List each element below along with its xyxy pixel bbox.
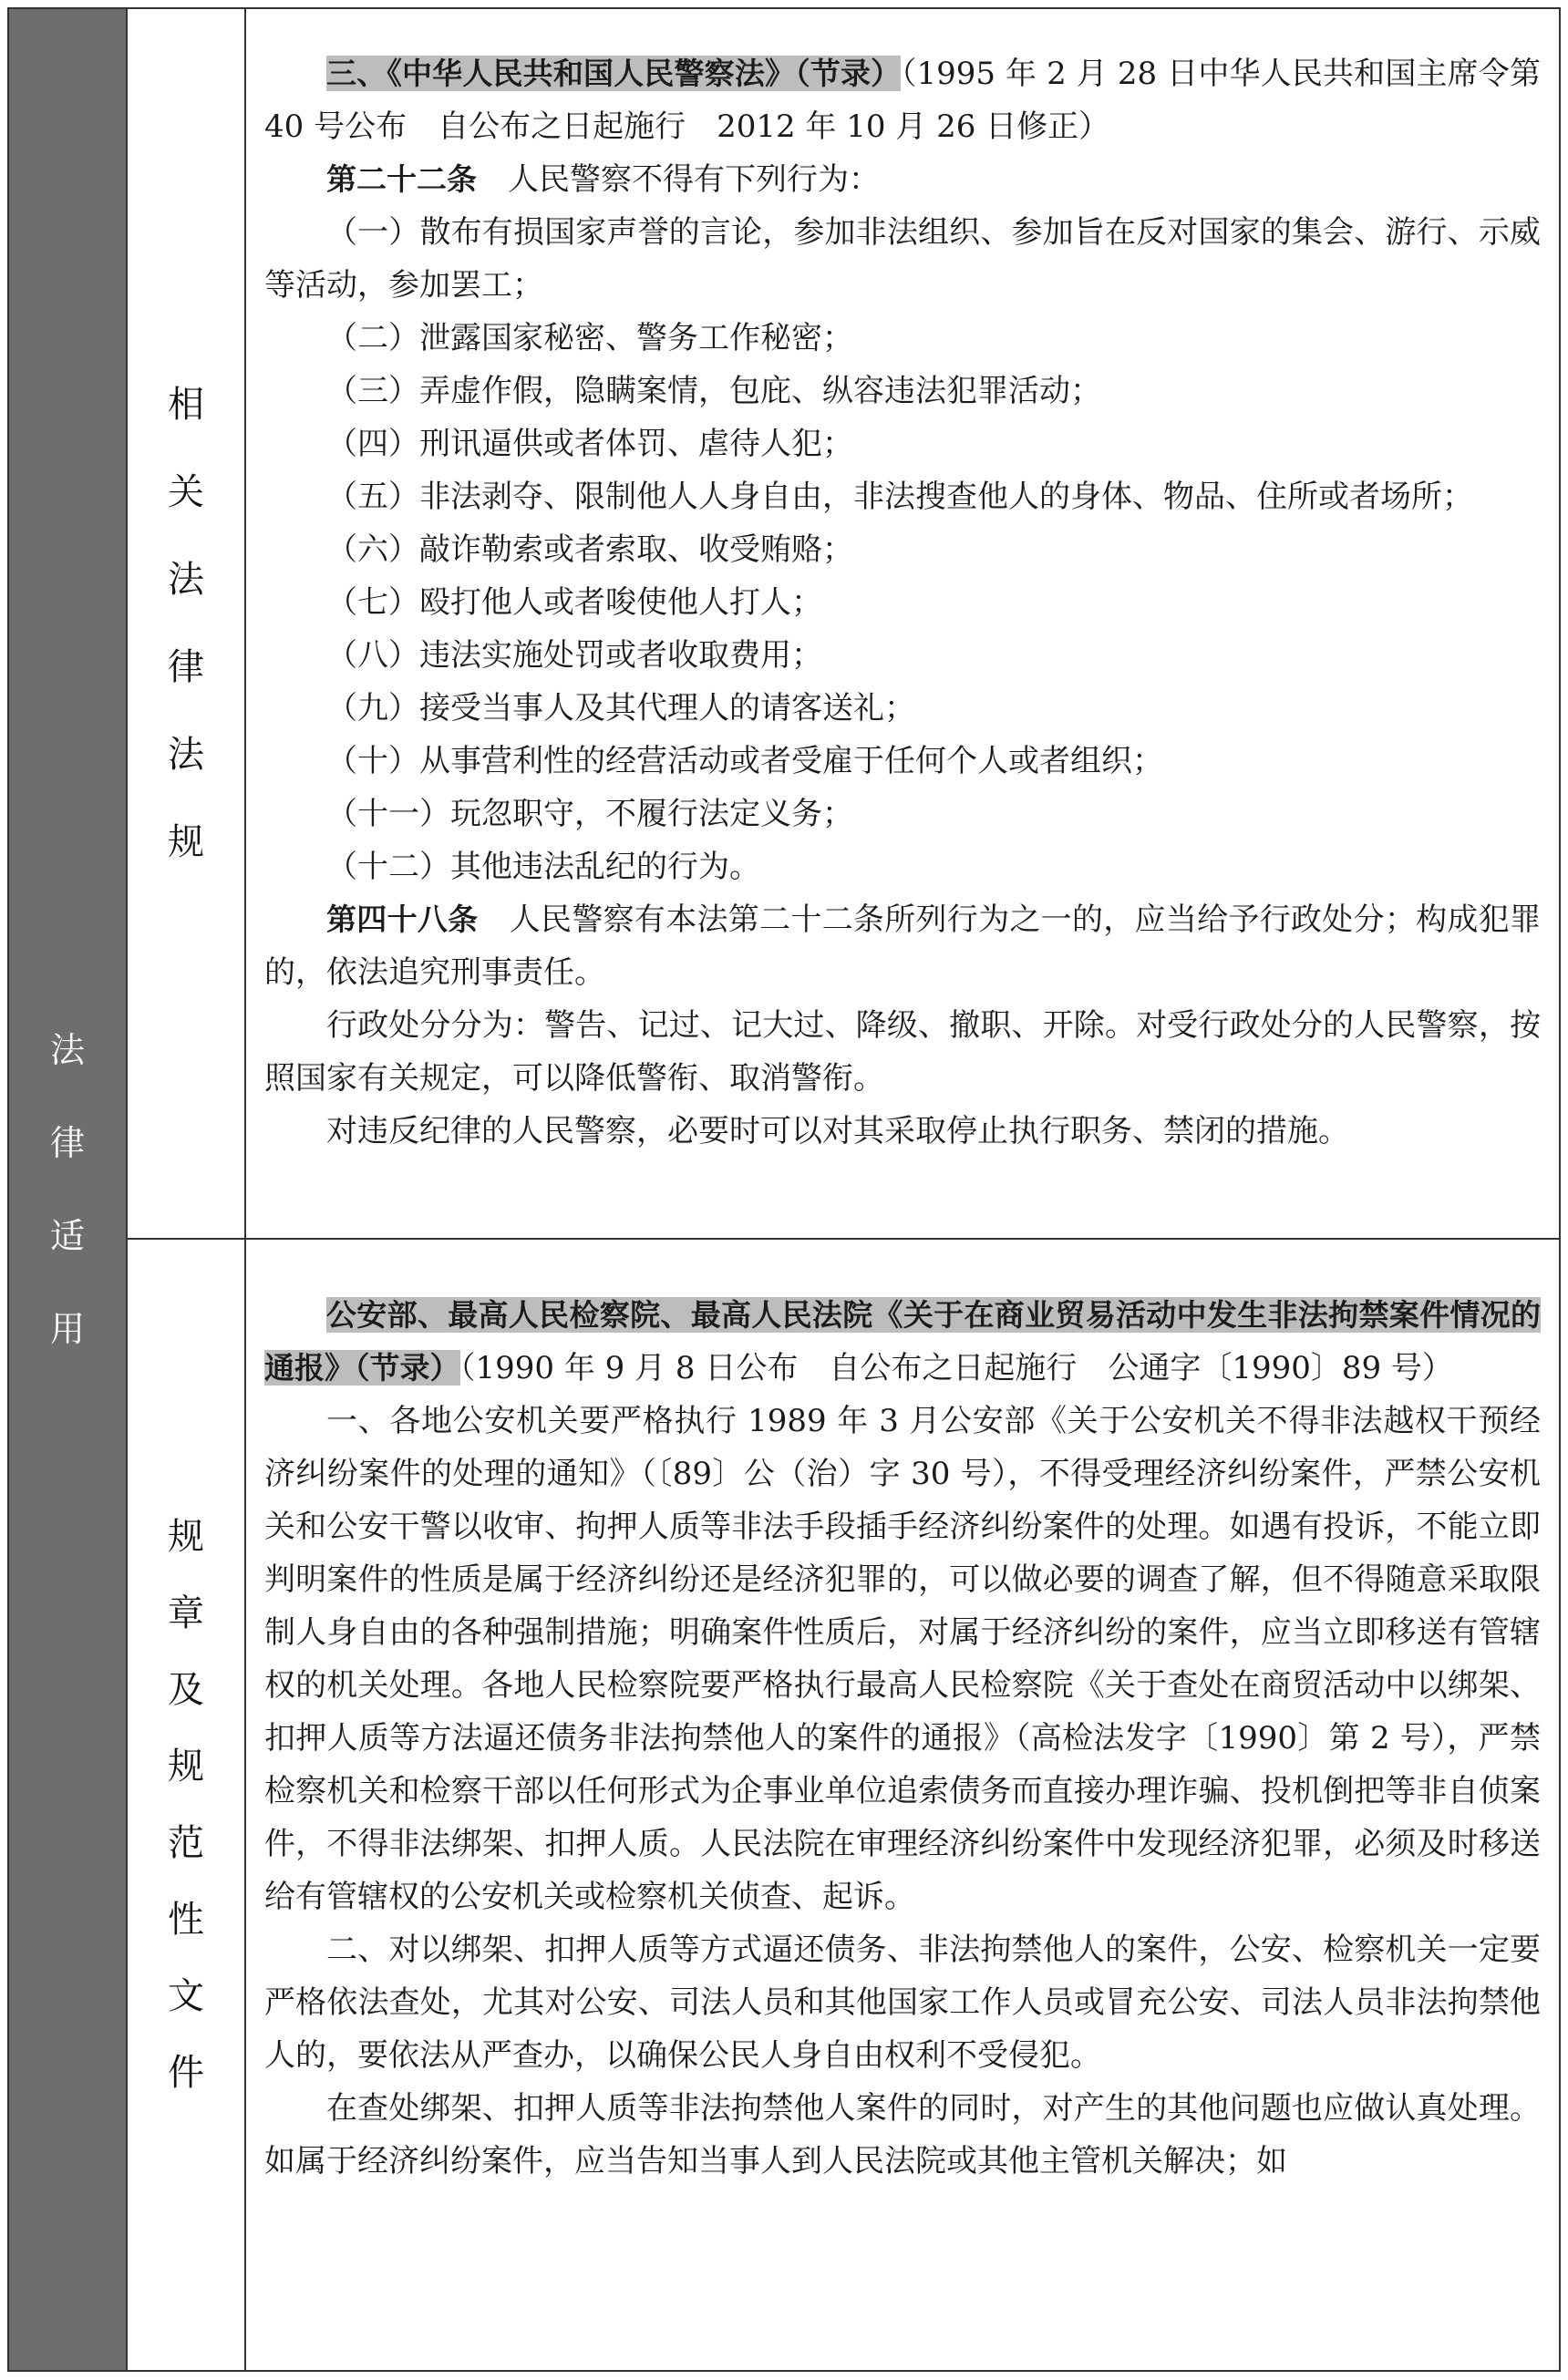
- label-char: 相: [168, 384, 204, 426]
- article-48-text: 人民警察有本法第二十二条所列行为之一的，应当给予行政处分；构成犯罪的，依法追究刑事责任。: [264, 902, 1542, 991]
- related-laws-row: [128, 9, 1559, 1240]
- law-heading-title: 三、《中华人民共和国人民警察法》（节录）: [326, 56, 902, 91]
- article-22-title: 第二十二条: [326, 161, 477, 197]
- article-48: [264, 893, 1541, 999]
- regulation-heading-info: （1990 年 9 月 8 日公布 自公布之日起施行 公通字〔1990〕89 号）: [459, 1350, 1453, 1386]
- category-char: 法: [49, 1030, 85, 1070]
- label-char: 法: [168, 734, 204, 776]
- list-item: （五）非法剥夺、限制他人人身自由，非法搜查他人的身体、物品、住所或者场所；: [326, 479, 1473, 515]
- list-item: （二）泄露国家秘密、警务工作秘密；: [326, 320, 853, 356]
- list-item: （十）从事营利性的经营活动或者受雇于任何个人或者组织；: [326, 743, 1163, 779]
- list-item: （十一）玩忽职守，不履行法定义务；: [326, 796, 853, 832]
- label-char: 规: [168, 1746, 204, 1788]
- list-item: （三）弄虚作假，隐瞒案情，包庇、纵容违法犯罪活动；: [326, 373, 1101, 409]
- label-char: 性: [168, 1899, 204, 1941]
- label-char: 章: [168, 1592, 204, 1634]
- regulation-heading-title: 公安部、最高人民检察院、最高人民法院《关于在商业贸易活动中发生非法拘禁案件情况的通报》（节录）: [264, 1297, 1541, 1386]
- label-char: 法: [168, 559, 204, 601]
- label-char: 件: [168, 2052, 204, 2094]
- regulation-heading: [264, 1289, 1541, 1395]
- category-column: [9, 9, 128, 2370]
- paragraph: 二、对以绑架、扣押人质等方式逼还债务、非法拘禁他人的案件，公安、检察机关一定要严格依法查处，尤其对公安、司法人员和其他国家工作人员或冒充公安、司法人员非法拘禁他人的，要依法从严查办，以确保公民人身自由权利不受侵犯。: [264, 1932, 1541, 2074]
- related-laws-content: [246, 9, 1559, 1238]
- label-char: 关: [168, 471, 204, 513]
- label-char: 规: [168, 821, 204, 863]
- paragraph: 行政处分分为：警告、记过、记大过、降级、撤职、开除。对受行政处分的人民警察，按照国家有关规定，可以降低警衔、取消警衔。: [264, 1007, 1541, 1097]
- category-char: 用: [49, 1309, 85, 1349]
- article-48-title: 第四十八条: [326, 902, 479, 937]
- label-char: 规: [168, 1516, 204, 1558]
- category-char: 适: [49, 1216, 85, 1256]
- list-item: （六）敲诈勒索或者索取、收受贿赂；: [326, 531, 853, 568]
- category-char: 律: [49, 1123, 85, 1163]
- label-char: 律: [168, 646, 204, 688]
- law-heading: [264, 47, 1541, 153]
- article-22: [264, 153, 1541, 206]
- label-char: 范: [168, 1822, 204, 1864]
- list-item: （八）违法实施处罚或者收取费用；: [326, 637, 822, 674]
- regulations-content: [246, 1240, 1559, 2370]
- law-heading-info: （1995 年 2 月 28 日中华人民共和国主席令第 40 号公布 自公布之日起施行 2012 年 10 月 26 日修正）: [264, 56, 1542, 145]
- law-table: [7, 7, 1561, 2372]
- label-char: 文: [168, 1975, 204, 2017]
- list-item: （四）刑讯逼供或者体罚、虐待人犯；: [326, 426, 853, 462]
- paragraph: 在查处绑架、扣押人质等非法拘禁他人案件的同时，对产生的其他问题也应做认真处理。如属于经济纠纷案件，应当告知当事人到人民法院或其他主管机关解决；如: [264, 2090, 1541, 2179]
- list-item: （一）散布有损国家声誉的言论，参加非法组织、参加旨在反对国家的集会、游行、示威等活动，参加罢工；: [264, 214, 1541, 304]
- label-char: 及: [168, 1669, 204, 1711]
- list-item: （七）殴打他人或者唆使他人打人；: [326, 584, 822, 621]
- regulations-row: [128, 1240, 1559, 2370]
- article-22-text: 人民警察不得有下列行为：: [477, 161, 880, 198]
- paragraph: 一、各地公安机关要严格执行 1989 年 3 月公安部《关于公安机关不得非法越权干预经济纠纷案件的处理的通知》（〔89〕公（治）字 30 号），不得受理经济纠纷案件，严禁公安机关和公安干警以收审、拘押人质等非法手段插手经济纠纷案件的处理。如遇有投诉，不能立即判明案件的性质是属于经济纠纷还是经济犯罪的，可以做必要的调查了解，但不得随意采取限制人身自由的各种强制措施；明确案件性质后，对属于经济纠纷的案件，应当立即移送有管辖权的机关处理。各地人民检察院要严格执行最高人民检察院《关于查处在商贸活动中以绑架、扣押人质等方法逼还债务非法拘禁他人的案件的通报》（高检法发字〔1990〕第 2 号），严禁检察机关和检察干部以任何形式为企事业单位追索债务而直接办理诈骗、投机倒把等非自侦案件，不得非法绑架、扣押人质。人民法院在审理经济纠纷案件中发现经济犯罪，必须及时移送给有管辖权的公安机关或检察机关侦查、起诉。: [264, 1403, 1541, 1915]
- related-laws-label: [128, 9, 246, 1238]
- paragraph: 对违反纪律的人民警察，必要时可以对其采取停止执行职务、禁闭的措施。: [326, 1113, 1349, 1149]
- list-item: （十二）其他违法乱纪的行为。: [326, 849, 760, 885]
- regulations-label: [128, 1240, 246, 2370]
- list-item: （九）接受当事人及其代理人的请客送礼；: [326, 690, 915, 726]
